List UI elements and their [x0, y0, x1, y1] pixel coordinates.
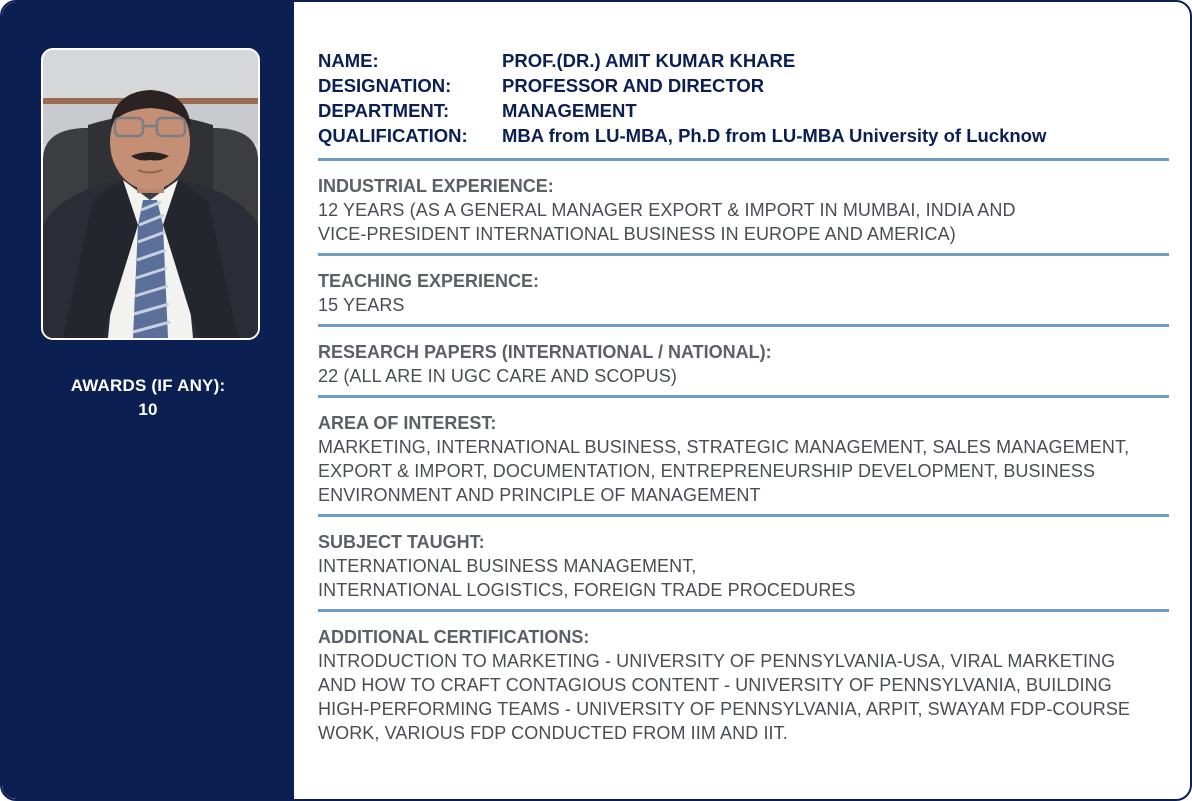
section-line: AND HOW TO CRAFT CONTAGIOUS CONTENT - UNIVERSITY OF PENNSYLVANIA, BUILDING	[318, 675, 1112, 695]
section-body	[318, 293, 1173, 317]
info-label: QUALIFICATION:	[318, 125, 468, 146]
section-body	[318, 435, 1173, 507]
info-row-designation	[318, 73, 1173, 98]
info-label: DEPARTMENT:	[318, 100, 450, 121]
info-value: PROF.(DR.) AMIT KUMAR KHARE	[502, 50, 796, 71]
awards-label: AWARDS (IF ANY):	[70, 376, 226, 395]
details-panel	[318, 48, 1173, 752]
sidebar-panel	[2, 2, 294, 799]
section-industrial-experience	[318, 161, 1173, 253]
info-value: PROFESSOR AND DIRECTOR	[502, 75, 765, 96]
info-value: MANAGEMENT	[502, 100, 637, 121]
section-title: SUBJECT TAUGHT:	[318, 532, 485, 552]
awards-block	[2, 374, 294, 422]
section-title: ADDITIONAL CERTIFICATIONS:	[318, 627, 590, 647]
section-body	[318, 554, 1173, 602]
section-line: VICE-PRESIDENT INTERNATIONAL BUSINESS IN EUROPE AND AMERICA)	[318, 224, 956, 244]
info-value: MBA from LU-MBA, Ph.D from LU-MBA University of Lucknow	[502, 125, 1047, 146]
section-title: TEACHING EXPERIENCE:	[318, 271, 540, 291]
section-line: 22 (ALL ARE IN UGC CARE AND SCOPUS)	[318, 366, 677, 386]
section-line: INTERNATIONAL BUSINESS MANAGEMENT,	[318, 556, 697, 576]
section-line: 15 YEARS	[318, 295, 405, 315]
info-label: NAME:	[318, 50, 379, 71]
info-label: DESIGNATION:	[318, 75, 452, 96]
section-research-papers	[318, 327, 1173, 395]
info-row-name	[318, 48, 1173, 73]
profile-info	[318, 48, 1173, 158]
section-line: MARKETING, INTERNATIONAL BUSINESS, STRATEGIC MANAGEMENT, SALES MANAGEMENT,	[318, 437, 1130, 457]
section-line: EXPORT & IMPORT, DOCUMENTATION, ENTREPRENEURSHIP DEVELOPMENT, BUSINESS	[318, 461, 1096, 481]
info-row-department	[318, 98, 1173, 123]
section-additional-certifications	[318, 612, 1173, 752]
info-row-qualification	[318, 123, 1173, 148]
section-line: ENVIRONMENT AND PRINCIPLE OF MANAGEMENT	[318, 485, 761, 505]
portrait-image	[43, 50, 258, 338]
section-body	[318, 198, 1173, 246]
section-title: AREA OF INTEREST:	[318, 413, 497, 433]
section-title: INDUSTRIAL EXPERIENCE:	[318, 176, 554, 196]
section-line: 12 YEARS (AS A GENERAL MANAGER EXPORT & IMPORT IN MUMBAI, INDIA AND	[318, 200, 1016, 220]
section-teaching-experience	[318, 256, 1173, 324]
section-line: WORK, VARIOUS FDP CONDUCTED FROM IIM AND IIT.	[318, 723, 788, 743]
section-body	[318, 364, 1173, 388]
section-line: INTERNATIONAL LOGISTICS, FOREIGN TRADE PROCEDURES	[318, 580, 856, 600]
section-title: RESEARCH PAPERS (INTERNATIONAL / NATIONAL):	[318, 342, 772, 362]
profile-photo	[41, 48, 260, 340]
section-line: HIGH-PERFORMING TEAMS - UNIVERSITY OF PENNSYLVANIA, ARPIT, SWAYAM FDP-COURSE	[318, 699, 1131, 719]
section-area-of-interest	[318, 398, 1173, 514]
section-line: INTRODUCTION TO MARKETING - UNIVERSITY OF PENNSYLVANIA-USA, VIRAL MARKETING	[318, 651, 1116, 671]
section-body	[318, 649, 1173, 745]
awards-value: 10	[138, 400, 158, 419]
section-subject-taught	[318, 517, 1173, 609]
